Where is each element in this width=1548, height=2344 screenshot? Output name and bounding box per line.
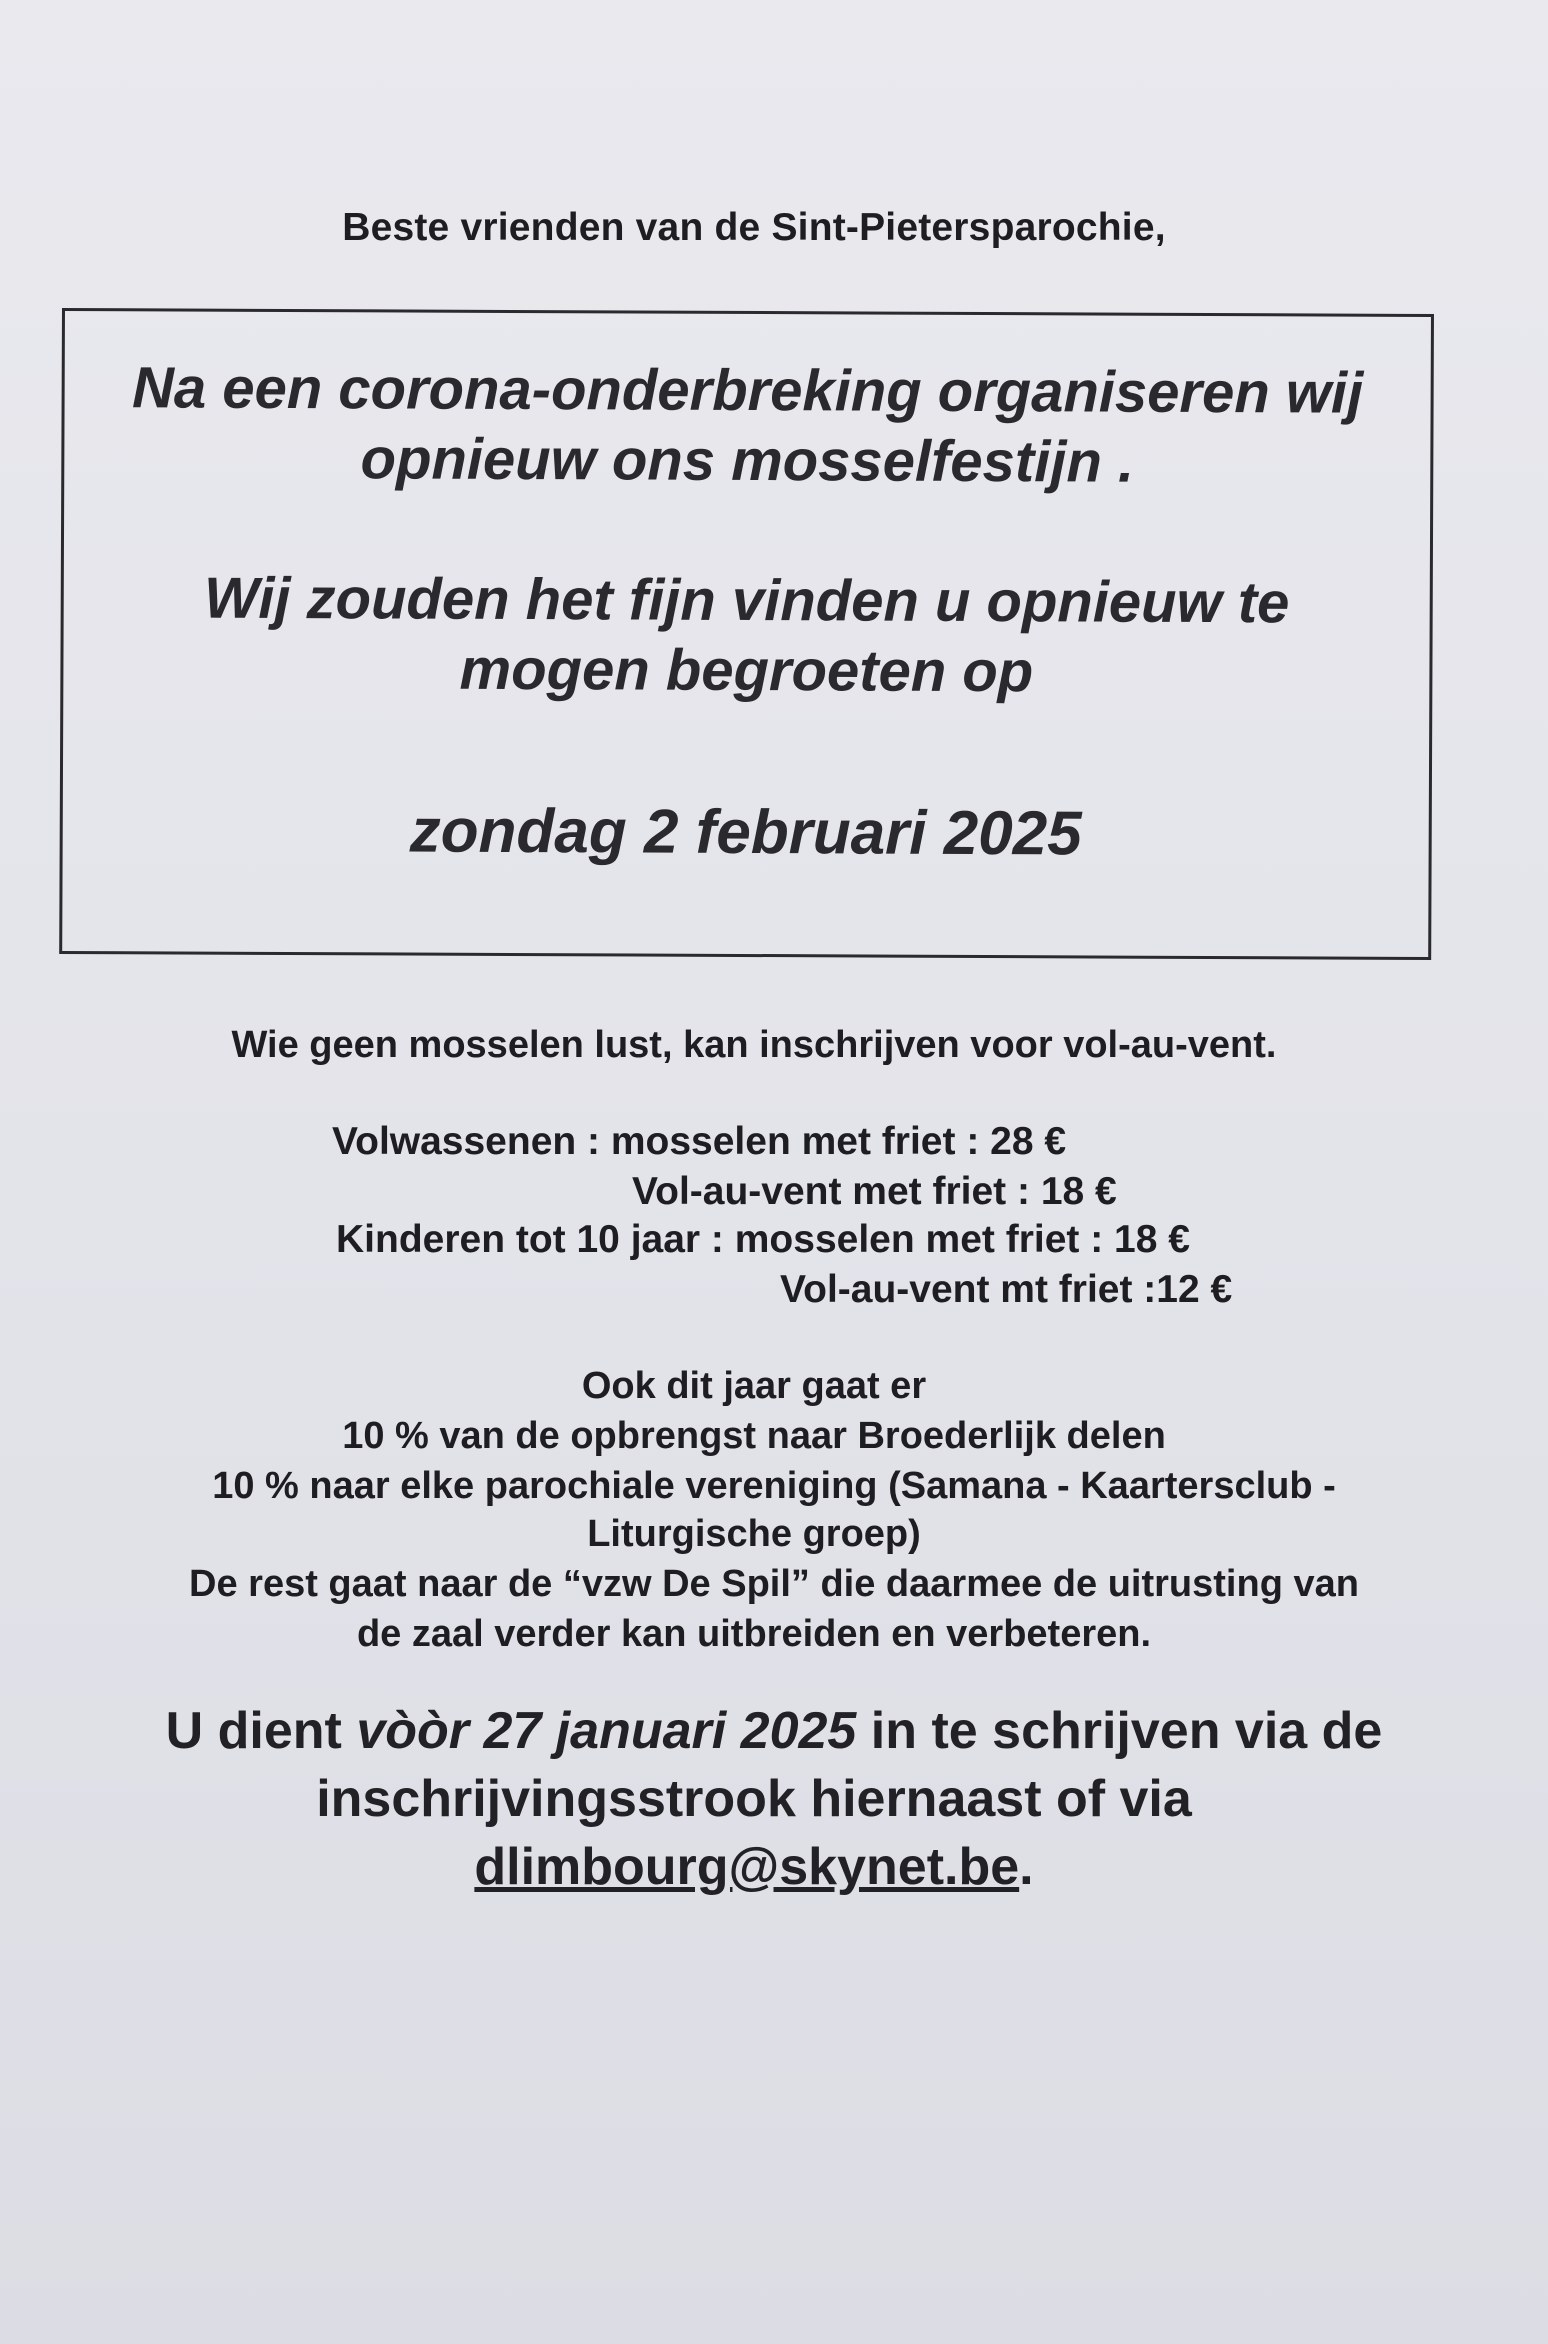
registration-suffix: in te schrijven via de [856, 1702, 1383, 1760]
vol-au-vent-note: Wie geen mosselen lust, kan inschrijven voor vol-au-vent. [231, 1024, 1277, 1066]
charity-line: de zaal verder kan uitbreiden en verbeteren. [356, 1613, 1152, 1655]
price-kids-mussels: Kinderen tot 10 jaar : mosselen met friet : 18 € [336, 1218, 1190, 1261]
announcement-line: Na een corona-onderbreking organiseren wij [131, 355, 1364, 426]
invitation-line: Wij zouden het fijn vinden u opnieuw te [203, 565, 1290, 636]
announcement-line: opnieuw ons mosselfestijn . [360, 426, 1135, 495]
charity-line: Ook dit jaar gaat er [581, 1365, 927, 1407]
registration-line [20, 1700, 1528, 1762]
registration-prefix: U dient [165, 1702, 357, 1760]
registration-email-line [0, 1836, 1508, 1898]
greeting: Beste vrienden van de Sint-Pietersparochie, [342, 206, 1166, 249]
charity-line: Liturgische groep) [587, 1513, 921, 1555]
registration-deadline: vòòr 27 januari 2025 [356, 1702, 857, 1760]
event-date: zondag 2 februari 2025 [409, 796, 1082, 869]
announcement-text [64, 353, 1431, 499]
charity-line: De rest gaat naar de “vzw De Spil” die daarmee de uitrusting van [189, 1563, 1359, 1605]
invitation-line: mogen begroeten op [459, 636, 1034, 705]
invitation-text [63, 563, 1430, 709]
price-adults-vol-au-vent: Vol-au-vent met friet : 18 € [632, 1170, 1117, 1213]
charity-line: 10 % van de opbrengst naar Broederlijk delen [342, 1415, 1166, 1457]
email-link[interactable]: dlimbourg@skynet.be [474, 1838, 1020, 1896]
email-period: . [1019, 1838, 1034, 1896]
price-adults-mussels: Volwassenen : mosselen met friet : 28 € [332, 1120, 1067, 1163]
announcement-box [59, 308, 1434, 960]
charity-line: 10 % naar elke parochiale vereniging (Samana - Kaartersclub - [212, 1465, 1336, 1507]
registration-line: inschrijvingsstrook hiernaast of via [316, 1770, 1192, 1828]
price-kids-vol-au-vent: Vol-au-vent mt friet :12 € [780, 1268, 1233, 1311]
